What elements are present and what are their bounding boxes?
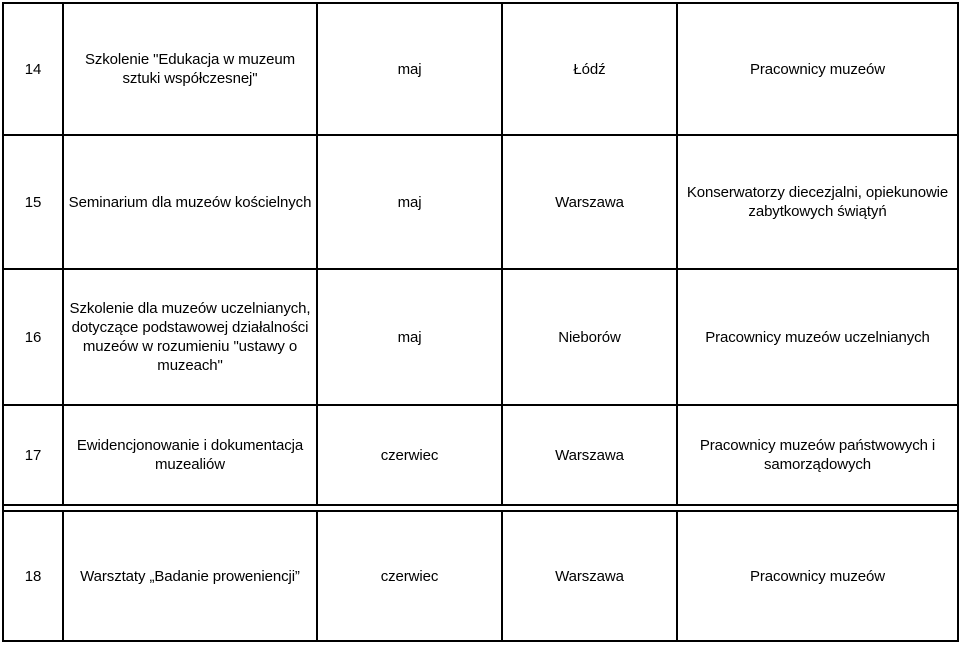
- event-title: Szkolenie "Edukacja w muzeum sztuki współczesnej": [63, 3, 317, 135]
- event-city: Warszawa: [502, 405, 677, 505]
- table-row: [3, 405, 958, 505]
- event-audience: Pracownicy muzeów: [677, 3, 958, 135]
- row-number: 17: [3, 405, 63, 505]
- table-row: [3, 3, 958, 135]
- event-month: maj: [317, 269, 502, 405]
- event-title: Szkolenie dla muzeów uczelnianych, dotyczące podstawowej działalności muzeów w rozumieniu "ustawy o muzeach": [63, 269, 317, 405]
- event-audience: Pracownicy muzeów: [677, 511, 958, 641]
- row-number: 14: [3, 3, 63, 135]
- event-city: Łódź: [502, 3, 677, 135]
- event-title: Warsztaty „Badanie proweniencji”: [63, 511, 317, 641]
- event-city: Warszawa: [502, 511, 677, 641]
- event-city: Nieborów: [502, 269, 677, 405]
- event-city: Warszawa: [502, 135, 677, 269]
- table-row: [3, 135, 958, 269]
- event-audience: Pracownicy muzeów uczelnianych: [677, 269, 958, 405]
- row-number: 16: [3, 269, 63, 405]
- table-row: [3, 511, 958, 641]
- event-title: Ewidencjonowanie i dokumentacja muzealiów: [63, 405, 317, 505]
- events-table: [2, 2, 959, 642]
- event-month: czerwiec: [317, 511, 502, 641]
- row-number: 18: [3, 511, 63, 641]
- row-number: 15: [3, 135, 63, 269]
- table-row: [3, 269, 958, 405]
- event-audience: Konserwatorzy diecezjalni, opiekunowie zabytkowych świątyń: [677, 135, 958, 269]
- event-month: maj: [317, 135, 502, 269]
- event-month: czerwiec: [317, 405, 502, 505]
- event-month: maj: [317, 3, 502, 135]
- event-title: Seminarium dla muzeów kościelnych: [63, 135, 317, 269]
- event-audience: Pracownicy muzeów państwowych i samorządowych: [677, 405, 958, 505]
